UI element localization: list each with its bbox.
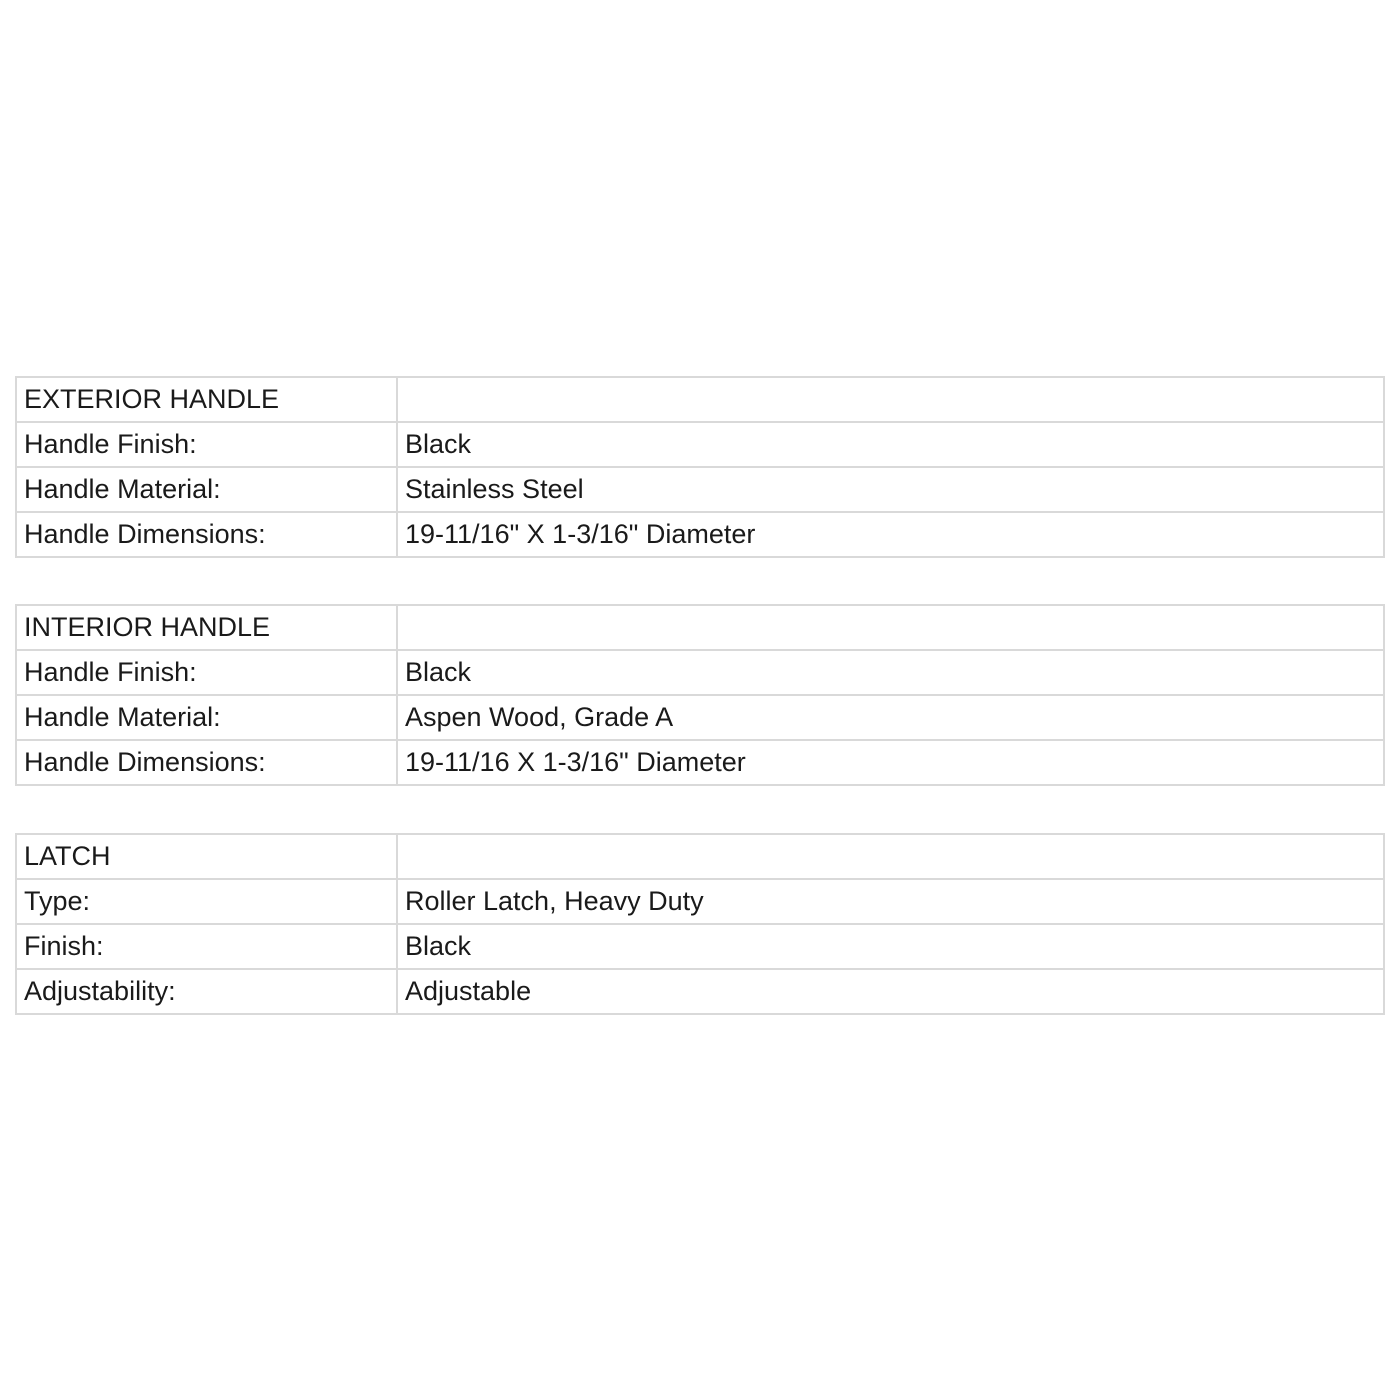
spec-value: Stainless Steel <box>397 467 1384 512</box>
table-row <box>16 650 1384 695</box>
table-row <box>16 512 1384 557</box>
spec-value: Aspen Wood, Grade A <box>397 695 1384 740</box>
spec-value: 19-11/16" X 1-3/16" Diameter <box>397 512 1384 557</box>
spec-label: Handle Material: <box>16 695 397 740</box>
table-row <box>16 969 1384 1014</box>
spec-value: Black <box>397 650 1384 695</box>
spec-label: Handle Material: <box>16 467 397 512</box>
spec-value: Black <box>397 924 1384 969</box>
empty-cell <box>397 605 1384 650</box>
spec-value: 19-11/16 X 1-3/16" Diameter <box>397 740 1384 785</box>
section-heading: LATCH <box>16 834 397 879</box>
exterior-handle-spec-table <box>15 376 1385 558</box>
interior-handle-spec-table <box>15 604 1385 786</box>
table-row <box>16 879 1384 924</box>
latch-spec-table <box>15 833 1385 1015</box>
table-header-row <box>16 377 1384 422</box>
spec-label: Handle Finish: <box>16 422 397 467</box>
table-row <box>16 695 1384 740</box>
spec-label: Handle Dimensions: <box>16 512 397 557</box>
spec-label: Handle Dimensions: <box>16 740 397 785</box>
spec-value: Roller Latch, Heavy Duty <box>397 879 1384 924</box>
empty-cell <box>397 377 1384 422</box>
section-heading: EXTERIOR HANDLE <box>16 377 397 422</box>
spec-value: Black <box>397 422 1384 467</box>
section-heading: INTERIOR HANDLE <box>16 605 397 650</box>
table-row <box>16 467 1384 512</box>
table-row <box>16 740 1384 785</box>
spec-label: Finish: <box>16 924 397 969</box>
table-header-row <box>16 834 1384 879</box>
table-row <box>16 422 1384 467</box>
empty-cell <box>397 834 1384 879</box>
spec-label: Handle Finish: <box>16 650 397 695</box>
spec-label: Adjustability: <box>16 969 397 1014</box>
table-row <box>16 924 1384 969</box>
spec-label: Type: <box>16 879 397 924</box>
spec-value: Adjustable <box>397 969 1384 1014</box>
table-header-row <box>16 605 1384 650</box>
